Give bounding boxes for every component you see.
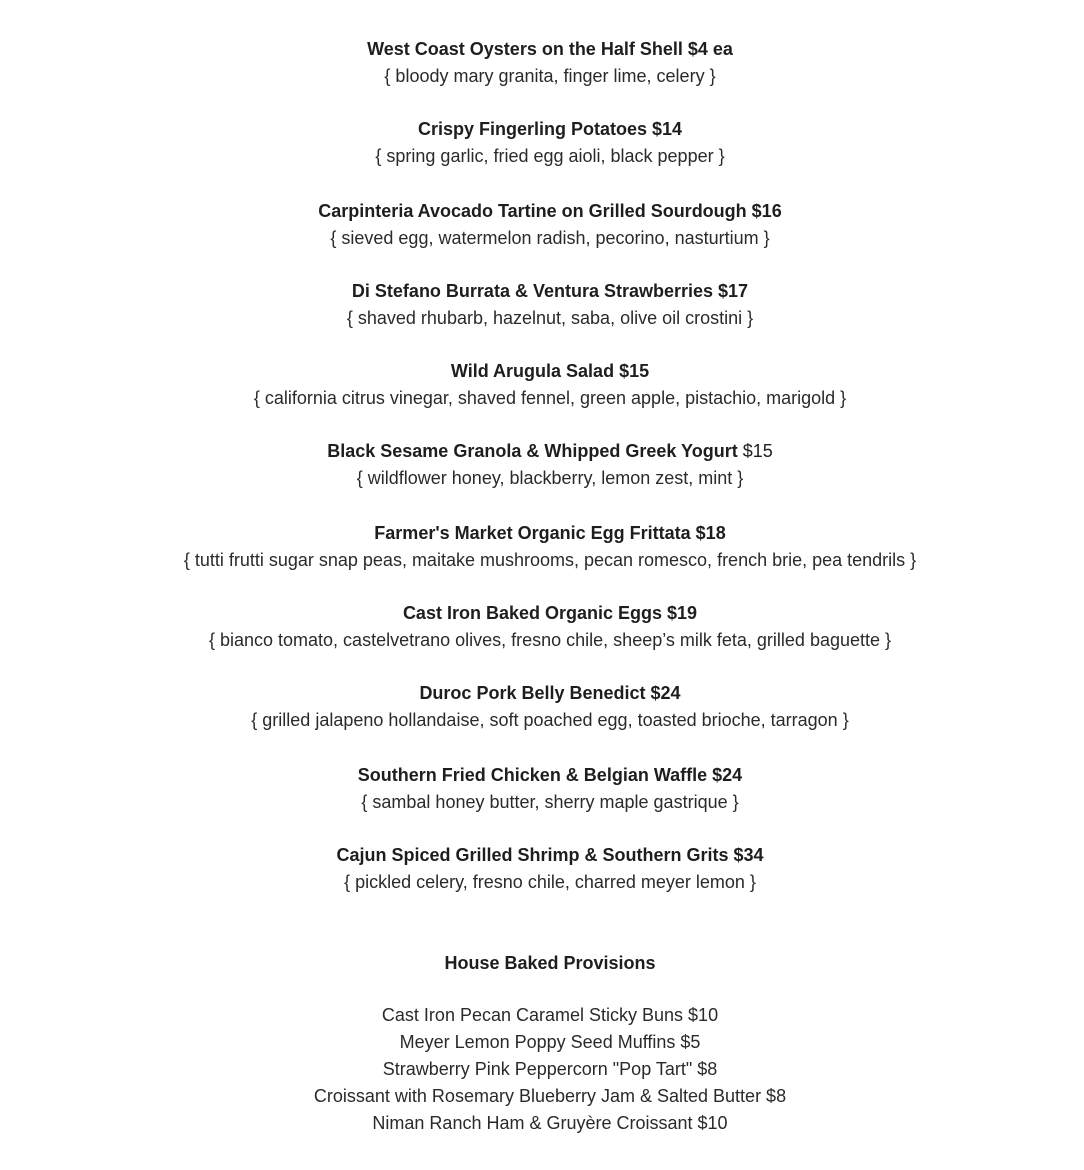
menu-item-description: { shaved rhubarb, hazelnut, saba, olive oil crostini } bbox=[346, 308, 754, 328]
menu-item-title bbox=[0, 440, 1084, 462]
provisions-item: Meyer Lemon Poppy Seed Muffins $5 bbox=[399, 1032, 701, 1052]
menu-item bbox=[0, 602, 1084, 651]
menu-item-title: Cajun Spiced Grilled Shrimp & Southern Grits $34 bbox=[336, 845, 764, 865]
menu-item-title: Carpinteria Avocado Tartine on Grilled Sourdough $16 bbox=[318, 201, 782, 221]
menu-item-title-text: Black Sesame Granola & Whipped Greek Yogurt bbox=[327, 441, 738, 461]
menu-item-description: { bloody mary granita, finger lime, celery } bbox=[384, 66, 716, 86]
menu-item bbox=[0, 118, 1084, 167]
menu-item bbox=[0, 764, 1084, 813]
provisions-list bbox=[0, 1002, 1084, 1137]
menu-item-description: { spring garlic, fried egg aioli, black pepper } bbox=[375, 146, 725, 166]
menu-item-title: Crispy Fingerling Potatoes $14 bbox=[417, 119, 683, 139]
menu-item bbox=[0, 522, 1084, 571]
menu-item-description: { california citrus vinegar, shaved fennel, green apple, pistachio, marigold } bbox=[253, 388, 847, 408]
provisions-item: Croissant with Rosemary Blueberry Jam & Salted Butter $8 bbox=[313, 1086, 787, 1106]
menu-item-description: { tutti frutti sugar snap peas, maitake mushrooms, pecan romesco, french brie, pea tendrils } bbox=[183, 550, 917, 570]
menu-item bbox=[0, 440, 1084, 489]
menu-item-title: Di Stefano Burrata & Ventura Strawberries $17 bbox=[351, 281, 749, 301]
menu-item-title: Duroc Pork Belly Benedict $24 bbox=[419, 683, 681, 703]
menu-item bbox=[0, 360, 1084, 409]
menu-item-description: { sambal honey butter, sherry maple gastrique } bbox=[361, 792, 739, 812]
menu-item-title: Southern Fried Chicken & Belgian Waffle $24 bbox=[357, 765, 743, 785]
provisions-item: Cast Iron Pecan Caramel Sticky Buns $10 bbox=[381, 1005, 719, 1025]
provisions-item: Strawberry Pink Peppercorn "Pop Tart" $8 bbox=[382, 1059, 718, 1079]
menu-item-title: Wild Arugula Salad $15 bbox=[450, 361, 650, 381]
menu-item-description: { wildflower honey, blackberry, lemon zest, mint } bbox=[356, 468, 744, 488]
menu-item bbox=[0, 200, 1084, 249]
menu-item bbox=[0, 38, 1084, 87]
menu-item-description: { sieved egg, watermelon radish, pecorino, nasturtium } bbox=[330, 228, 770, 248]
menu-item bbox=[0, 280, 1084, 329]
menu-item bbox=[0, 682, 1084, 731]
menu-item-title: West Coast Oysters on the Half Shell $4 ea bbox=[367, 39, 733, 59]
menu-item bbox=[0, 844, 1084, 893]
provisions-item: Niman Ranch Ham & Gruyère Croissant $10 bbox=[372, 1113, 728, 1133]
menu-item-title: Farmer's Market Organic Egg Frittata $18 bbox=[374, 523, 726, 543]
provisions-heading: House Baked Provisions bbox=[444, 953, 656, 973]
menu-item-title: Cast Iron Baked Organic Eggs $19 bbox=[402, 603, 698, 623]
menu-item-price: $15 bbox=[742, 441, 773, 461]
menu-item-description: { pickled celery, fresno chile, charred meyer lemon } bbox=[344, 872, 756, 892]
menu-item-description: { bianco tomato, castelvetrano olives, fresno chile, sheep’s milk feta, grilled baguette } bbox=[208, 630, 892, 650]
menu-item-description: { grilled jalapeno hollandaise, soft poached egg, toasted brioche, tarragon } bbox=[251, 710, 849, 730]
